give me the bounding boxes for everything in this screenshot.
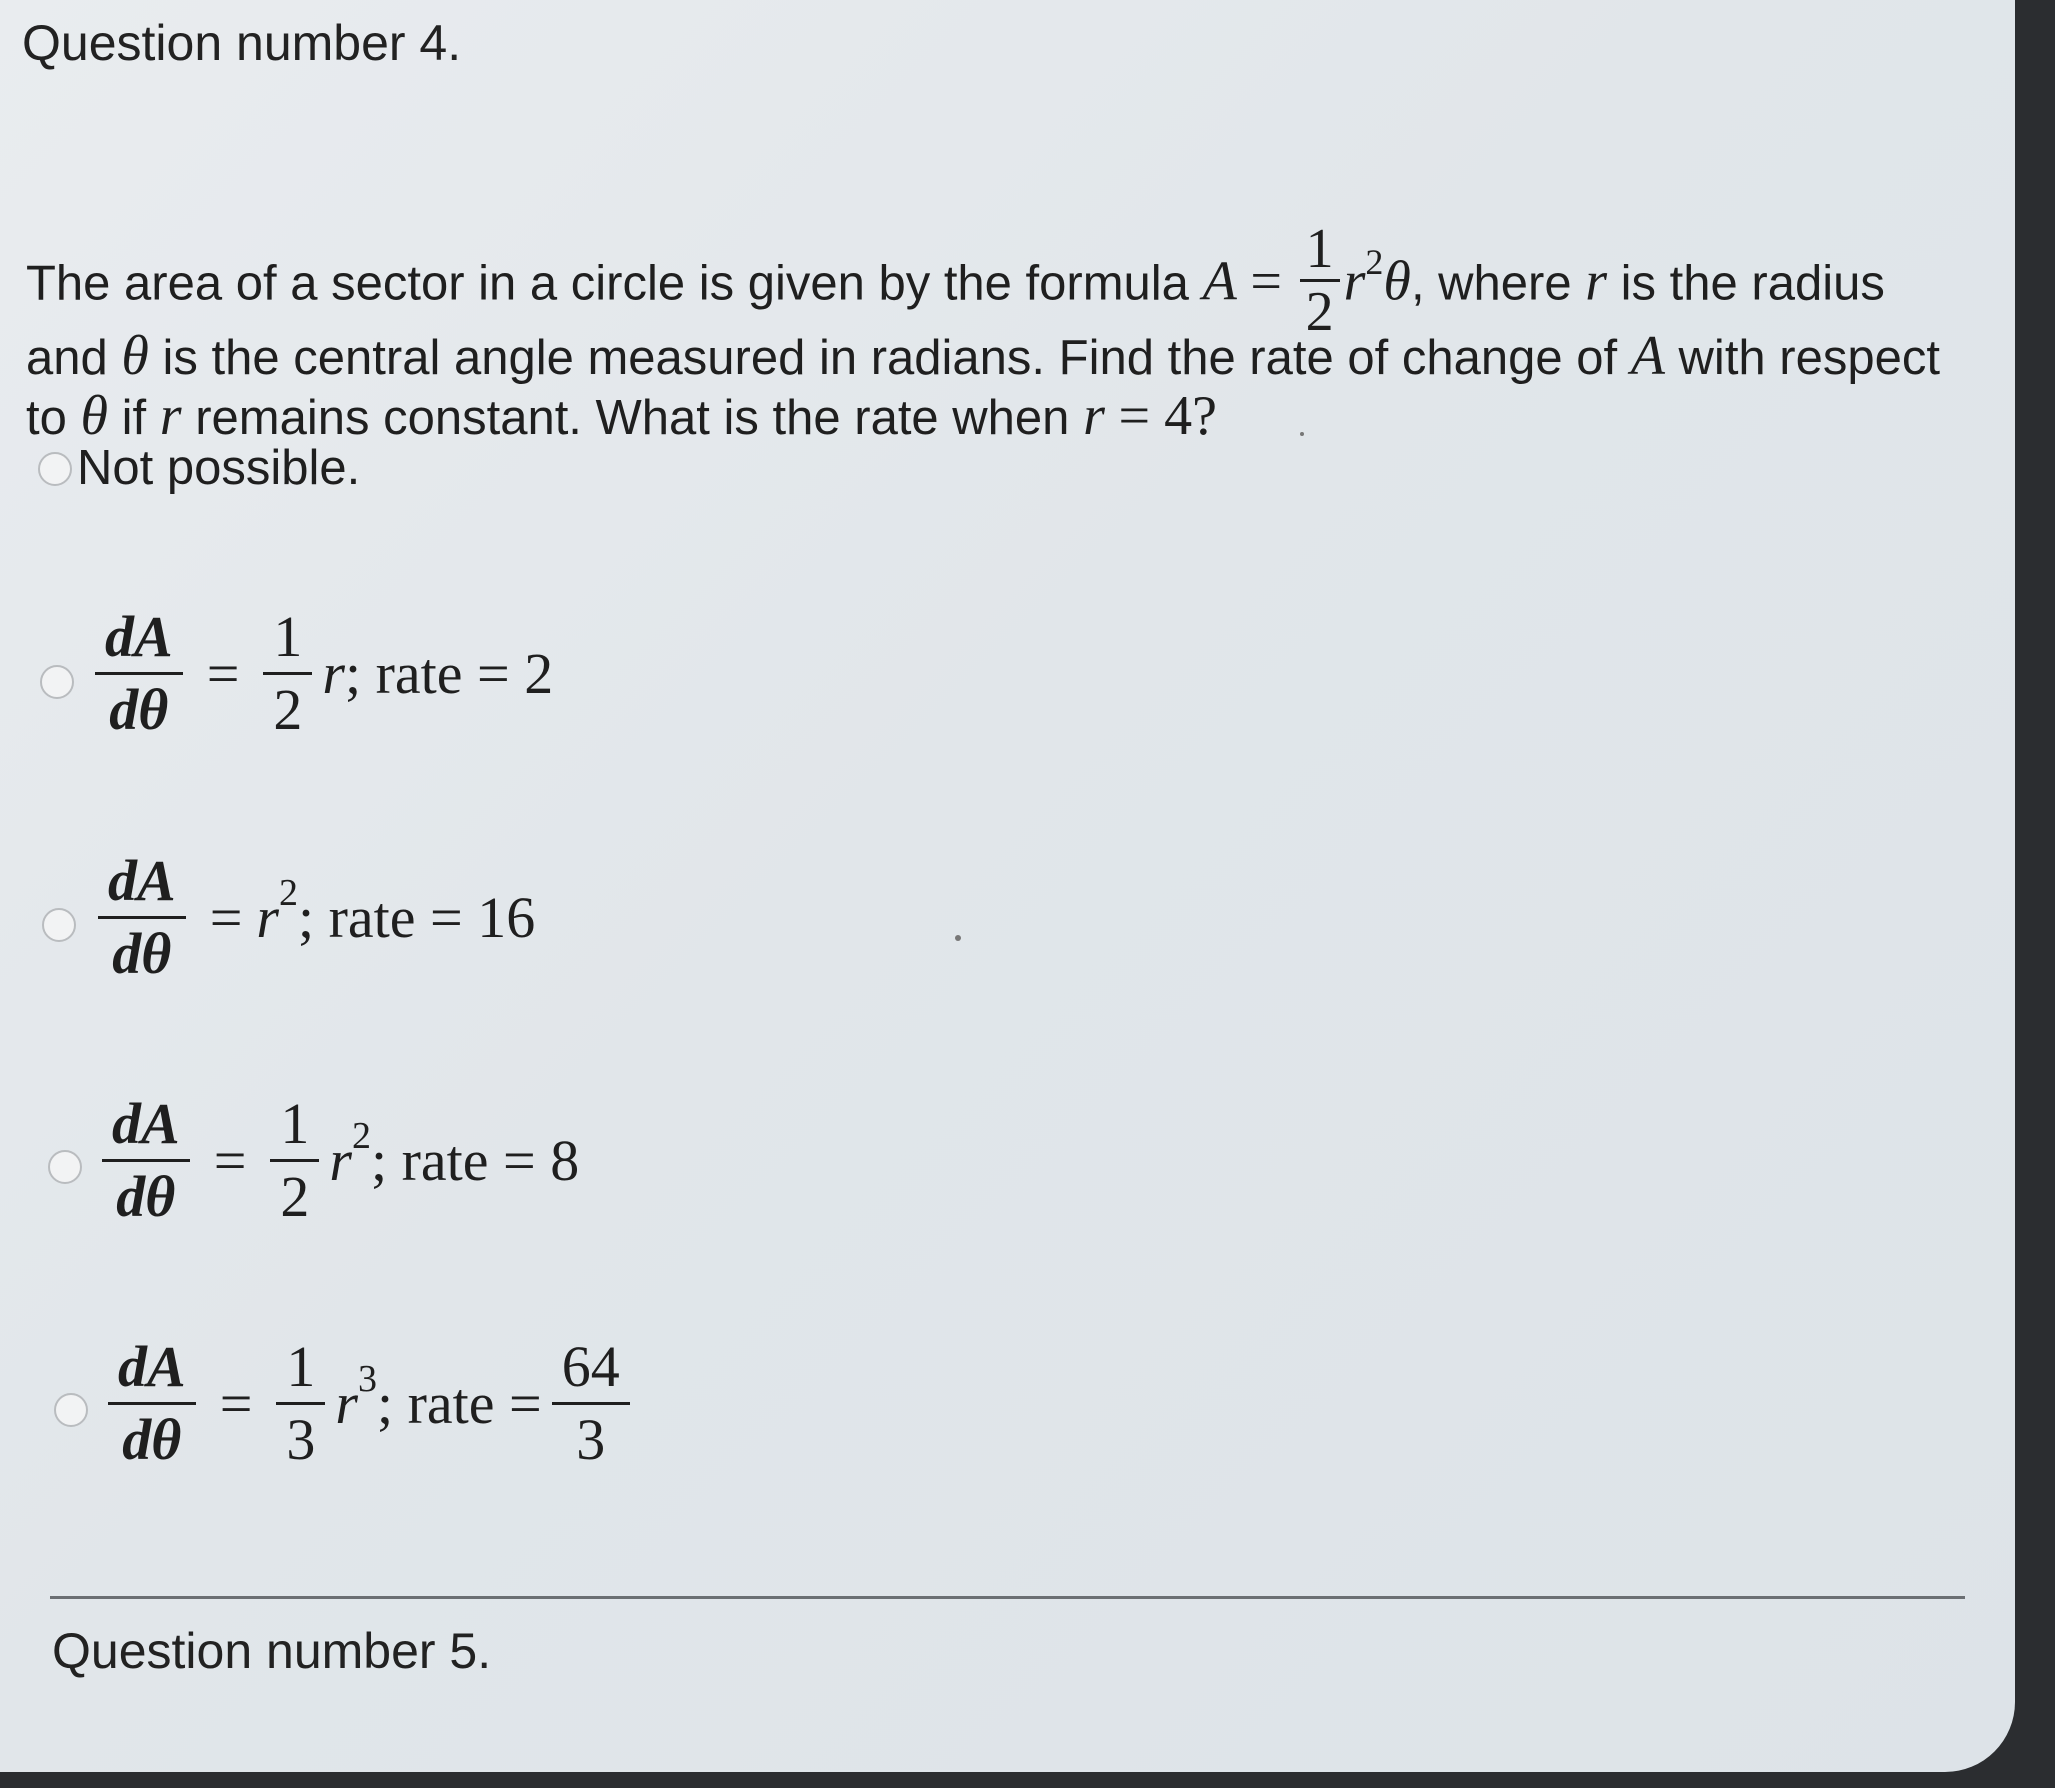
- rate-denominator: 3: [576, 1406, 606, 1472]
- coefficient-numerator: 1: [270, 1089, 319, 1162]
- formula-numerator: 1: [1300, 219, 1340, 282]
- formula-fraction: [1300, 219, 1340, 342]
- derivative-fraction: [102, 1089, 190, 1232]
- formula-denominator: 2: [1305, 281, 1334, 343]
- radius-var: r: [322, 640, 345, 706]
- screen-speck: [955, 935, 961, 941]
- prompt-line-2: [26, 325, 1940, 389]
- derivative-denominator: dθ: [122, 1406, 182, 1472]
- derivative-numerator: dA: [95, 602, 183, 675]
- coefficient-numerator: 1: [276, 1332, 325, 1405]
- prompt-text: is the central angle measured in radians. Find the rate of change of: [162, 331, 1618, 385]
- derivative-numerator: dA: [98, 846, 186, 919]
- formula-theta: θ: [1383, 250, 1411, 313]
- rate-text: ; rate =: [376, 1370, 542, 1436]
- option-3-answer[interactable]: [88, 842, 535, 992]
- option-5-answer[interactable]: [98, 1328, 640, 1478]
- equals-sign: =: [213, 1127, 247, 1193]
- derivative-denominator: dθ: [112, 920, 172, 986]
- derivative-denominator: dθ: [109, 676, 169, 742]
- option-5-radio[interactable]: [54, 1393, 88, 1427]
- coefficient-fraction: [270, 1089, 319, 1232]
- radius-var: r: [1083, 385, 1105, 447]
- derivative-fraction: [98, 846, 186, 989]
- option-2-radio[interactable]: [40, 665, 74, 699]
- prompt-text: remains constant. What is the rate when: [195, 391, 1070, 445]
- option-2-answer[interactable]: [85, 598, 553, 748]
- prompt-text: with respect: [1678, 331, 1940, 385]
- coefficient-fraction: [263, 602, 312, 745]
- question-divider: [50, 1596, 1965, 1599]
- exponent: 2: [278, 872, 298, 914]
- rate-fraction: [552, 1332, 630, 1475]
- formula-equals: =: [1250, 250, 1282, 313]
- formula-area-var: A: [1202, 250, 1237, 313]
- prompt-text: , where: [1410, 256, 1572, 311]
- equals-sign: =: [209, 884, 243, 950]
- option-3-radio[interactable]: [42, 908, 76, 942]
- screen-speck: [1300, 432, 1304, 436]
- prompt-text: The area of a sector in a circle is given by the formula: [26, 256, 1189, 311]
- rate-text: ; rate = 8: [370, 1127, 580, 1193]
- option-4-answer[interactable]: [92, 1085, 579, 1235]
- prompt-text: and: [26, 331, 108, 385]
- derivative-fraction: [95, 602, 183, 745]
- radius-var: r: [1585, 250, 1608, 313]
- exponent: 3: [357, 1358, 377, 1400]
- derivative-fraction: [108, 1332, 196, 1475]
- option-4-radio[interactable]: [48, 1150, 82, 1184]
- area-var: A: [1630, 325, 1665, 387]
- equals-sign: =: [206, 640, 240, 706]
- theta-var: θ: [121, 325, 149, 387]
- radius-var: r: [159, 385, 182, 447]
- theta-var: θ: [80, 385, 109, 447]
- derivative-numerator: dA: [102, 1089, 190, 1162]
- coefficient-numerator: 1: [263, 602, 312, 675]
- coefficient-fraction: [276, 1332, 325, 1475]
- prompt-text: to: [26, 391, 67, 445]
- exponent: 2: [351, 1115, 371, 1157]
- prompt-text: is the radius: [1620, 256, 1885, 311]
- rate-text: ; rate = 2: [344, 640, 554, 706]
- formula-exponent: 2: [1365, 242, 1384, 283]
- formula-radius-var: r: [1343, 250, 1366, 313]
- option-not-possible-radio[interactable]: [38, 452, 72, 486]
- coefficient-denominator: 3: [286, 1406, 316, 1472]
- rate-numerator: 64: [552, 1332, 630, 1405]
- question-4-label: Question number 4.: [22, 15, 462, 71]
- radius-var: r: [256, 884, 279, 950]
- coefficient-denominator: 2: [273, 676, 303, 742]
- radius-var: r: [329, 1127, 352, 1193]
- option-not-possible-label[interactable]: Not possible.: [77, 441, 361, 495]
- equals-sign: =: [219, 1370, 253, 1436]
- radius-var: r: [335, 1370, 358, 1436]
- derivative-denominator: dθ: [116, 1163, 176, 1229]
- derivative-numerator: dA: [108, 1332, 196, 1405]
- question-5-label: Question number 5.: [52, 1623, 492, 1679]
- coefficient-denominator: 2: [280, 1163, 310, 1229]
- prompt-text: if: [121, 391, 147, 445]
- prompt-text: = 4?: [1118, 385, 1217, 447]
- rate-text: ; rate = 16: [297, 884, 536, 950]
